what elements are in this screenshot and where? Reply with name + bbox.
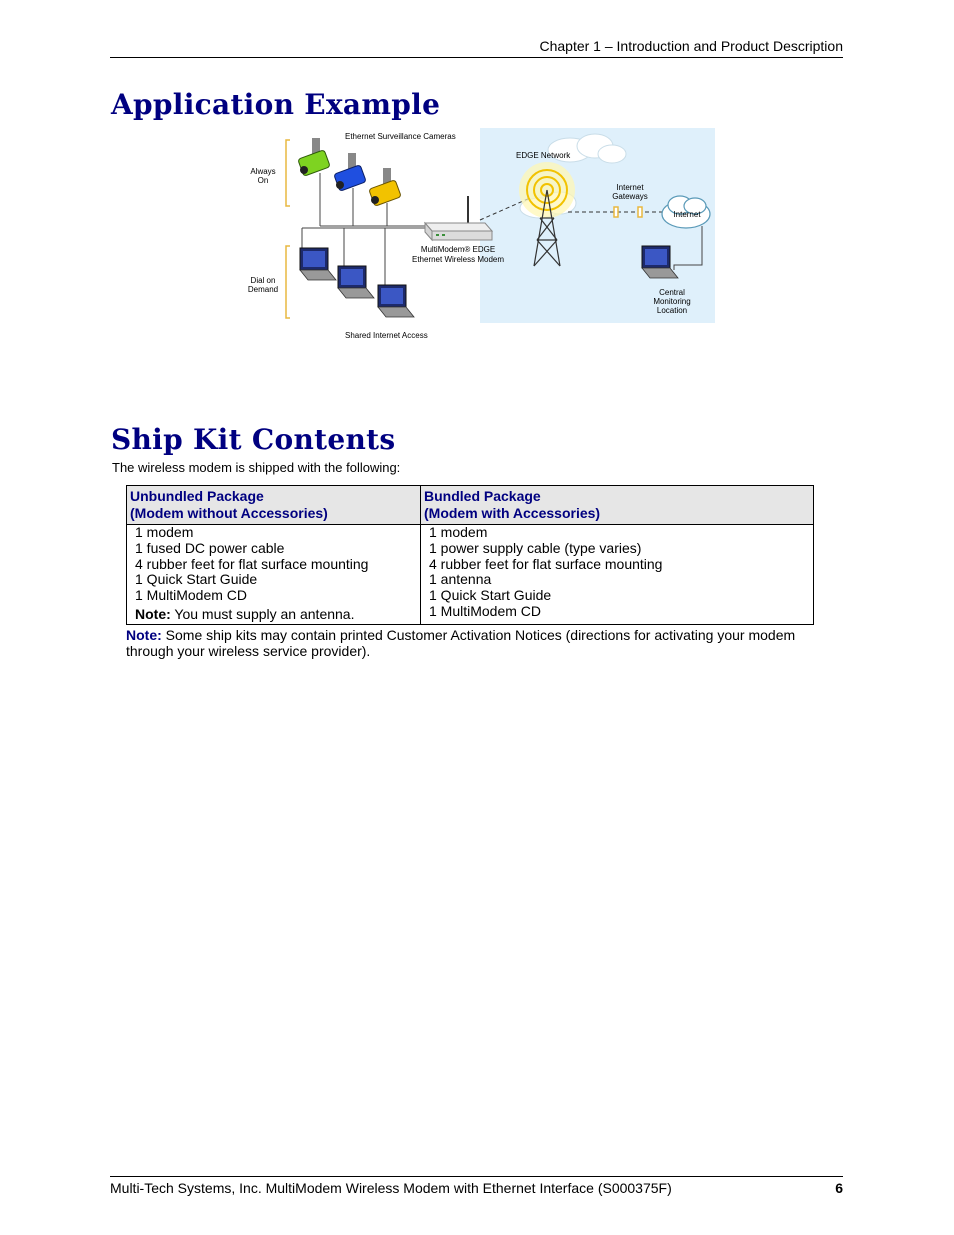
modem-label-2: Ethernet Wireless Modem [411, 255, 505, 264]
dial-on-demand-bracket [286, 246, 290, 318]
shared-access-label: Shared Internet Access [345, 331, 428, 340]
chapter-title: Chapter 1 – Introduction and Product Description [539, 38, 843, 54]
always-on-label-2: On [257, 176, 269, 185]
surveillance-camera-icon [298, 138, 330, 176]
antenna-note [135, 607, 413, 623]
ship-kit-table [126, 485, 814, 625]
edge-network-label: EDGE Network [516, 151, 571, 160]
unbundled-items-cell [127, 525, 421, 625]
list-item: 1 fused DC power cable [135, 539, 285, 556]
page-footer [110, 1176, 843, 1196]
header-line: (Modem without Accessories) [130, 505, 328, 521]
gateways-label-2: Gateways [612, 192, 648, 201]
list-item: 4 rubber feet for flat surface mounting [135, 555, 369, 572]
header-line: Unbundled Package [130, 488, 264, 504]
note-text: You must supply an antenna. [170, 605, 355, 622]
central-label-1: Central [659, 288, 685, 297]
always-on-bracket [286, 140, 290, 206]
bundled-items-cell [421, 525, 814, 625]
header-line: Bundled Package [424, 488, 541, 504]
list-item: 1 antenna [429, 571, 492, 588]
activation-note [126, 627, 816, 659]
page-header [110, 38, 843, 58]
central-label-3: Location [656, 306, 688, 315]
central-label-2: Monitoring [653, 297, 691, 306]
modem-label-1: MultiModem® EDGE [420, 245, 496, 254]
header-line: (Modem with Accessories) [424, 505, 601, 521]
list-item: 1 Quick Start Guide [429, 587, 552, 604]
intro-text: The wireless modem is shipped with the following: [112, 460, 401, 475]
table-header-row [127, 486, 814, 525]
column-header-unbundled [127, 486, 421, 525]
list-item: 1 MultiModem CD [429, 602, 542, 619]
laptop-icon [338, 266, 374, 298]
surveillance-camera-icon [334, 153, 366, 191]
laptop-icon [300, 248, 336, 280]
list-item: 1 modem [135, 524, 194, 540]
always-on-label-1: Always [250, 167, 276, 176]
heading-ship-kit-contents: Ship Kit Contents [111, 423, 396, 456]
note-label: Note: [135, 605, 171, 622]
heading-application-example: Application Example [111, 88, 441, 121]
footer-text: Multi-Tech Systems, Inc. MultiModem Wireless Modem with Ethernet Interface (S000375F) [110, 1180, 672, 1196]
list-item: 4 rubber feet for flat surface mounting [429, 555, 663, 572]
table-row [127, 525, 814, 625]
dial-on-demand-label-1: Dial on [250, 276, 276, 285]
list-item: 1 MultiModem CD [135, 587, 248, 604]
application-diagram [240, 128, 720, 348]
note-label: Note: [126, 627, 162, 643]
laptop-icon [378, 285, 414, 317]
column-header-bundled [421, 486, 814, 525]
list-item: 1 modem [429, 524, 488, 540]
internet-label: Internet [673, 210, 701, 219]
note-text: Some ship kits may contain printed Customer Activation Notices (directions for activating your modem through your wireless service provider). [126, 627, 796, 659]
list-item: 1 power supply cable (type varies) [429, 539, 642, 556]
list-item: 1 Quick Start Guide [135, 571, 258, 588]
gateways-label-1: Internet [616, 183, 644, 192]
dial-on-demand-label-2: Demand [247, 285, 279, 294]
cameras-label: Ethernet Surveillance Cameras [345, 132, 456, 141]
surveillance-camera-icon [369, 168, 401, 206]
page-number: 6 [835, 1180, 843, 1196]
